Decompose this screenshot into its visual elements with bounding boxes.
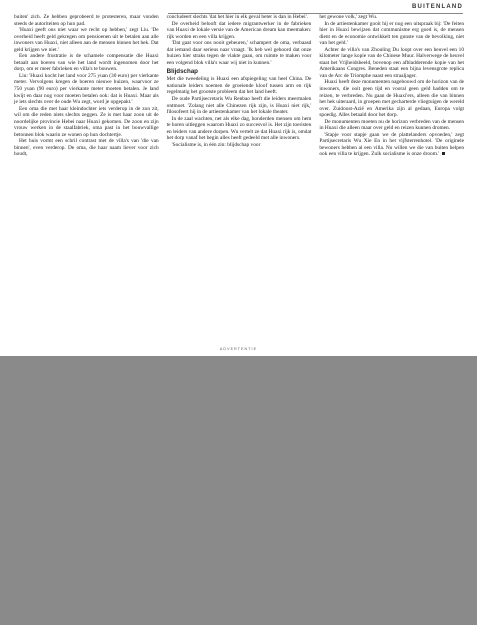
paragraph: Achter de villa's van Zhouling Du loopt over een heuvel een 10 kilometer lange kopie van de Chinese Muur. Halverwege de heuvel staat het Vrijheidsbeeld, bovenop een afbladderende kopie van het Amerikaans Congres. Beneden staat een bijna levensgrote replica van de Arc de Triomphe naast een straaljager. — [319, 46, 465, 79]
paragraph: 'Huaxi geeft ons niet waar we recht op hebben,' zegt Liu. 'De overheid heeft geld gekregen om pensioenen uit te betalen aan alle inwoners van Huaxi, niet alleen aan de mensen binnen het hek. Dat geld krijgen we niet.' — [14, 27, 159, 53]
article-columns — [14, 14, 464, 346]
paragraph: De overheid belooft dat iedere migrantwerker in de fabrieken van Huaxi de lokale versie van de American dream kan meemaken: rijk worden en een villa krijgen. — [166, 20, 312, 40]
paragraph: 'Dat gaat voor ons nooit gebeuren,' schampert de oma, verbaasd dat iemand daar serieus naar vraagt. 'Ik heb wel gehoord dat onze huizen hier straks tegen de vlakte gaan, om ruimte te maken voor een volgend blok villa's waar wij niet in kunnen.' — [166, 40, 312, 66]
column-2 — [167, 14, 312, 346]
paragraph: Een oma die met haar kleindochter iets verderop in de zon zit, wil om die reden niets slechts zeggen. Ze is met haar zoon uit de noordelijke provincie Hebei naar Huaxi gekomen. De zoon en zijn vrouw werken in de staalfabriek, oma past in het bouwvallige betonnen blok waarin ze wonen op hun dochtertje. — [14, 105, 159, 138]
subheading: Blijdschap — [166, 68, 198, 76]
paragraph: De monumenten moeten nu de horizon verbreden van de mensen in Huaxi die alleen maar over geld en reizen kunnen dromen. — [319, 118, 465, 132]
column-1 — [14, 14, 159, 346]
paragraph: In de artiestenkamer gooit hij er nog een uitspraak bij: 'De feiten hier in Huaxi bewijzen dat communisme erg goed is, de mensen dient en de economie ontwikkelt ten gunste van de bevolking, niet van het geld.' — [319, 20, 465, 47]
paragraph: 'Socialisme is, in één zin: blijdschap voor — [171, 141, 261, 148]
paragraph: concludeert slechts 'dat het hier in elk geval beter is dan in Hebei'. — [166, 14, 308, 20]
end-mark-icon — [442, 152, 445, 155]
paragraph-text: 'Stapje voor stapje gaan we de plattelanders opvoeden,' zegt Partijsecretaris Wu Xie En in het vijfsterrenhotel. 'De originele bewoners hebben al een villa. Nu willen we die van buiten helpen ook een villa te krijgen. Zulk socialisme is onze droom.' — [319, 131, 465, 158]
paragraph: Met die tweedeling is Huaxi een afspiegeling van heel China. De nationale leiders noemen de groeiende kloof tussen arm en rijk regelmatig het grootste probleem dat het land heeft. — [166, 76, 312, 96]
paragraph: Een andere frustratie is de schamele compensatie die Huaxi betaalt aan boeren van wie het land wordt ingenomen door het dorp, om er meer fabrieken en villa's te bouwen. — [14, 53, 159, 73]
column-3 — [319, 14, 464, 346]
paragraph: De oude Partijsecretaris Wu Renbao heeft die leiders meermalen ontmoet. 'Zolang niet alle Chinezen rijk zijn, is Huaxi niet rijk,' filosofeert hij in de artiestenkamer van het lokale theater. — [166, 96, 312, 116]
paragraph: Huaxi heeft deze monumenten nagebouwd om de horizon van de inwoners, die ooit geen tijd en vooral geen geld hadden om te reizen, te verbreden. Nu gaan de Huaxi'ers, alleen die van binnen het hek uiteraard, in groepen met gecharterde vliegtuigen de wereld over. Zuidoost-Azië en Amerika zijn al gedaan, Europa volgt spoedig. Alles betaald door het dorp. — [319, 79, 465, 119]
advert-label: ADVERTENTIE — [219, 347, 258, 351]
advertisement-area — [0, 356, 477, 625]
paragraph: buiten' zich. Ze hebben geprobeerd te protesteren, maar vonden steeds de autoriteiten op hun pad. — [14, 14, 159, 27]
paragraph: Het huis vormt een schril contrast met de villa's van 'die van binnen', even verderop. De oma, die haar naam liever voor zich houdt, — [14, 138, 159, 158]
paragraph: het gewone volk,' zegt Wu. — [319, 14, 378, 20]
section-label: BUITENLAND — [412, 4, 463, 10]
paragraph-last — [319, 132, 464, 158]
paragraph: Liu: 'Huaxi kocht het land voor 275 yuan (30 euro) per vierkante meter. Vervolgens kregen de boeren nieuwe huizen, waarvoor ze 750 yuan (90 euro) per vierkante meter moeten betalen. Je land kwijt en daar nog voor moeten betalen ook: dat is Huaxi. Maar als je iets slechts over de oude Wu zegt, word je opgepakt.' — [14, 72, 159, 106]
paragraph: In de zaal wachten, net als elke dag, honderden mensen om hem te horen uitleggen waarom Huaxi zo succesvol is. Het zijn toeristen en leiders van andere dorpen. Wu vertelt ze dat Huaxi rijk is, omdat het dorp vanaf het begin alles heeft gedeeld met alle inwoners. — [166, 115, 312, 142]
